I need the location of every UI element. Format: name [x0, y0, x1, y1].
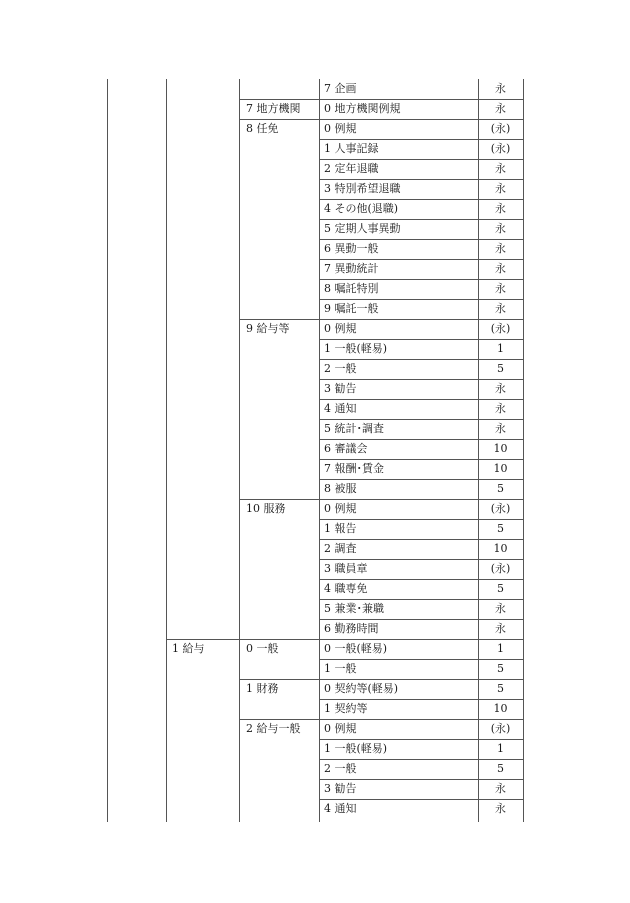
retention-period: 永	[495, 382, 506, 395]
retention-period: 永	[495, 282, 506, 295]
item-label: 1 人事記録	[324, 142, 379, 155]
item-label: 5 兼業･兼職	[324, 602, 384, 615]
category-label: 7 地方機関	[246, 102, 301, 115]
category-label: 8 任免	[246, 122, 279, 135]
retention-period: 永	[495, 162, 506, 175]
item-label: 3 特別希望退職	[324, 182, 401, 195]
retention-period: 永	[495, 302, 506, 315]
retention-period: 1	[497, 642, 504, 655]
item-label: 2 一般	[324, 362, 357, 375]
retention-period: (永)	[490, 322, 511, 335]
item-label: 4 その他(退職)	[324, 202, 399, 215]
retention-period: 5	[497, 482, 504, 495]
retention-period: 永	[495, 602, 506, 615]
retention-period: 5	[497, 582, 504, 595]
item-label: 7 報酬･賃金	[324, 462, 384, 475]
item-label: 1 報告	[324, 522, 357, 535]
category-label: 0 一般	[246, 642, 279, 655]
retention-period: 5	[497, 362, 504, 375]
retention-period: 5	[497, 662, 504, 675]
category-label: 10 服務	[246, 502, 286, 515]
item-label: 4 通知	[324, 802, 357, 815]
retention-period: 永	[495, 782, 506, 795]
item-label: 6 異動一般	[324, 242, 379, 255]
item-label: 4 職専免	[324, 582, 368, 595]
column-rule-4	[319, 79, 320, 822]
item-label: 4 通知	[324, 402, 357, 415]
retention-period: 永	[495, 402, 506, 415]
retention-period: 10	[493, 462, 508, 475]
retention-period: 永	[495, 262, 506, 275]
section-label: 1 給与	[172, 642, 205, 655]
item-label: 7 異動統計	[324, 262, 379, 275]
category-label: 1 財務	[246, 682, 279, 695]
item-label: 0 例規	[324, 322, 357, 335]
item-label: 1 一般(軽易)	[324, 342, 388, 355]
retention-period: 10	[493, 442, 508, 455]
item-label: 8 嘱託特別	[324, 282, 379, 295]
item-label: 1 一般(軽易)	[324, 742, 388, 755]
retention-period: 10	[493, 702, 508, 715]
item-label: 0 一般(軽易)	[324, 642, 388, 655]
retention-period: 永	[495, 82, 506, 95]
retention-period: 永	[495, 422, 506, 435]
retention-period: 5	[497, 522, 504, 535]
item-label: 3 職員章	[324, 562, 368, 575]
retention-period: 5	[497, 762, 504, 775]
retention-period: 1	[497, 742, 504, 755]
retention-period: 5	[497, 682, 504, 695]
item-label: 9 嘱託一般	[324, 302, 379, 315]
retention-period: 永	[495, 622, 506, 635]
item-label: 1 契約等	[324, 702, 368, 715]
item-label: 8 被服	[324, 482, 357, 495]
retention-period: (永)	[490, 562, 511, 575]
item-label: 2 定年退職	[324, 162, 379, 175]
retention-period: (永)	[490, 122, 511, 135]
retention-period: (永)	[490, 142, 511, 155]
item-label: 5 統計･調査	[324, 422, 384, 435]
retention-period: 永	[495, 242, 506, 255]
item-label: 0 例規	[324, 122, 357, 135]
item-label: 6 勤務時間	[324, 622, 379, 635]
item-label: 2 調査	[324, 542, 357, 555]
item-label: 3 勧告	[324, 382, 357, 395]
retention-period: 永	[495, 182, 506, 195]
category-label: 9 給与等	[246, 322, 290, 335]
item-label: 3 勧告	[324, 782, 357, 795]
item-label: 5 定期人事異動	[324, 222, 401, 235]
retention-period: 永	[495, 202, 506, 215]
retention-period: (永)	[490, 502, 511, 515]
item-label: 0 地方機関例規	[324, 102, 401, 115]
retention-period: (永)	[490, 722, 511, 735]
column-rule-3	[239, 79, 240, 822]
item-label: 2 一般	[324, 762, 357, 775]
item-label: 7 企画	[324, 82, 357, 95]
retention-period: 1	[497, 342, 504, 355]
category-label: 2 給与一般	[246, 722, 301, 735]
item-label: 0 例規	[324, 722, 357, 735]
column-rule-6	[523, 79, 524, 822]
retention-period: 10	[493, 542, 508, 555]
retention-period: 永	[495, 802, 506, 815]
column-rule-2	[166, 79, 167, 822]
retention-period: 永	[495, 222, 506, 235]
column-rule-1	[107, 79, 108, 822]
item-label: 6 審議会	[324, 442, 368, 455]
retention-period: 永	[495, 102, 506, 115]
item-label: 1 一般	[324, 662, 357, 675]
item-label: 0 例規	[324, 502, 357, 515]
item-label: 0 契約等(軽易)	[324, 682, 399, 695]
